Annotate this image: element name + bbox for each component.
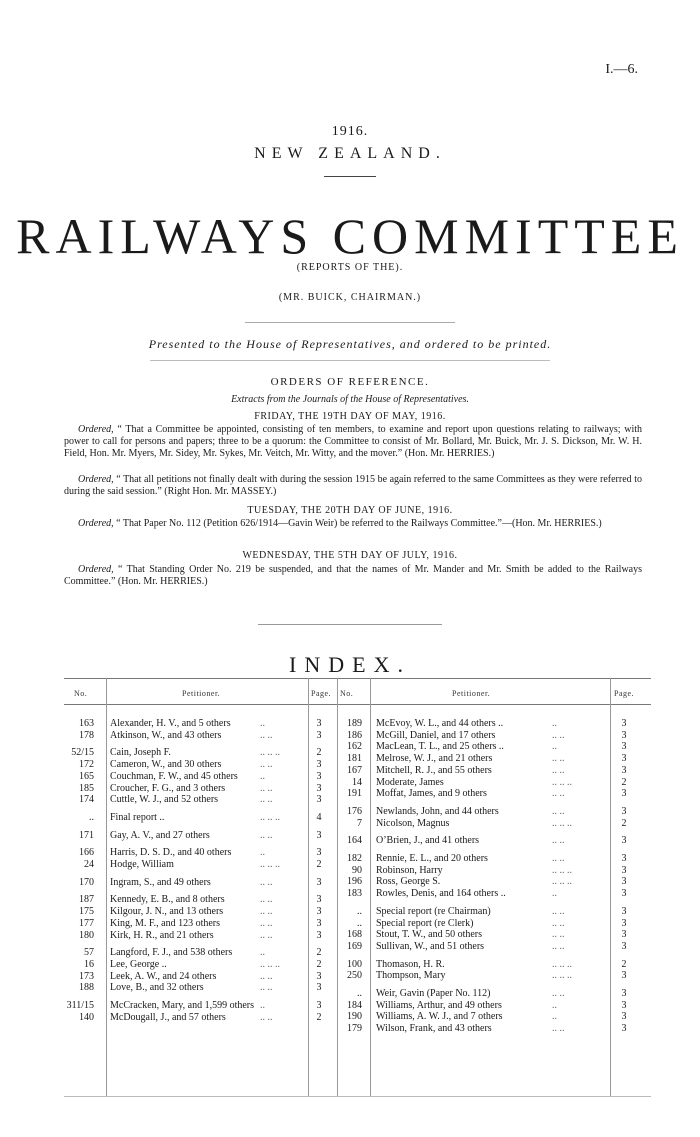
column-header-no: No. [74,689,88,698]
petitioner-name: Kilgour, J. N., and 13 others [110,906,224,918]
page-number: 3 [621,853,627,864]
petition-number: 182 [347,853,362,864]
petition-number: 173 [79,970,94,982]
petitioner-name: Melrose, W. J., and 21 others [376,753,493,765]
petitioner-name: Mitchell, R. J., and 55 others [376,764,492,776]
leader-dots: .. .. [260,1011,273,1023]
leader-dots: .. .. .. [260,811,280,823]
petitioner-name: McDougall, J., and 57 others [110,1011,226,1023]
petitioner-name: McCracken, Mary, and 1,599 others [110,1000,255,1011]
page-number: 3 [316,1000,322,1011]
leader-dots: .. .. .. [552,876,572,888]
petition-number: 16 [84,958,94,970]
petition-number: 7 [357,817,362,829]
leader-dots: .. .. [552,753,565,765]
page-number: 4 [316,811,322,823]
leader-dots: .. .. [552,729,565,741]
page-number: 3 [621,864,627,876]
petitioner-name: Cuttle, W. J., and 52 others [110,794,219,806]
leader-dots: .. .. [552,764,565,776]
page-number: 2 [316,947,322,959]
petitioner-name: Newlands, John, and 44 others [376,805,499,817]
index-title: INDEX. [289,652,411,677]
leader-dots: .. .. [552,940,565,952]
table-rule-top [64,678,651,679]
leader-dots: .. .. [552,788,565,800]
petitioner-name: Cain, Joseph F. [110,747,171,759]
page-reference: I.—6. [605,62,638,77]
leader-dots: .. .. [260,906,273,918]
petitioner-name: Nicolson, Magnus [376,817,450,829]
page-number: 3 [621,788,627,800]
column-header-page: Page. [311,689,332,698]
column-divider [610,678,611,1096]
petitioner-name: Robinson, Harry [376,864,443,876]
petition-number: 188 [79,982,94,994]
petition-number: 140 [79,1011,94,1023]
petitioner-name: Ross, George S. [376,876,441,888]
page-number: 2 [316,747,322,759]
column-divider [106,678,107,1096]
leader-dots: .. .. .. [552,970,572,982]
column-header-petitioner: Petitioner. [182,689,221,698]
petition-number: 181 [347,753,362,765]
petitioner-name: Thompson, Mary [376,970,446,982]
petition-number: 185 [79,782,94,794]
page-number: 3 [621,905,627,917]
page-number: 3 [621,876,627,888]
leader-dots: .. .. [260,729,273,741]
page-number: 3 [316,794,322,806]
leader-dots: .. .. [552,988,565,999]
page-number: 3 [621,1011,627,1023]
divider [258,624,442,625]
petitioner-name: Harris, D. S. D., and 40 others [110,847,232,859]
orders-heading: ORDERS OF REFERENCE. [270,376,430,388]
document-subtitle: (REPORTS OF THE). [296,262,404,273]
page-number: 3 [316,929,322,941]
page-number: 3 [621,917,627,929]
leader-dots: .. .. [552,929,565,941]
leader-dots: .. [260,847,265,859]
petitioner-name: Gay, A. V., and 27 others [110,829,210,841]
petitioner-name: Leek, A. W., and 24 others [110,970,217,982]
petition-number: 24 [84,859,94,870]
petition-number: .. [357,917,362,929]
petition-number: 174 [79,794,94,806]
date-line: FRIDAY, THE 19TH DAY OF MAY, 1916. [254,411,446,422]
leader-dots: .. .. [552,805,565,817]
country: NEW ZEALAND. [254,145,446,162]
page-number: 2 [621,958,627,970]
leader-dots: .. [260,718,265,729]
petitioner-name: Ingram, S., and 49 others [110,876,211,888]
petition-number: 250 [347,970,362,982]
petitioner-name: Rowles, Denis, and 164 others .. [376,888,506,900]
petitioner-name: Kirk, H. R., and 21 others [110,929,214,941]
petition-number: .. [357,905,362,917]
petitioner-name: Cameron, W., and 30 others [110,759,222,771]
leader-dots: .. .. [552,917,565,929]
column-header-petitioner: Petitioner. [452,689,491,698]
petitioner-name: Williams, A. W. J., and 7 others [376,1011,503,1023]
petitioner-name: O’Brien, J., and 41 others [376,835,480,847]
petition-number: 169 [347,940,362,952]
page-number: 2 [621,776,627,788]
petition-number: 171 [79,829,94,841]
page-number: 3 [621,718,627,729]
petition-number: 57 [84,947,94,959]
page-number: 3 [316,906,322,918]
petitioner-name: Weir, Gavin (Paper No. 112) [376,988,491,999]
petition-number: 168 [347,929,362,941]
petition-number: 90 [352,864,362,876]
petitioner-name: MacLean, T. L., and 25 others .. [376,741,504,753]
column-header-no: No. [340,689,354,698]
petition-number: 184 [347,999,362,1011]
petition-number: 164 [347,835,362,847]
petition-number: 172 [79,759,94,771]
short-rule [324,176,376,177]
page-number: 3 [621,835,627,847]
petitioner-name: McGill, Daniel, and 17 others [376,729,496,741]
order-paragraph: Ordered, “ That Standing Order No. 219 be suspended, and that the names of Mr. Mander and Mr. Smith be added to the Railways Committee.” (Hon. Mr. HERRIES.) [64,564,643,587]
table-rule-head [64,704,651,705]
leader-dots: .. .. [260,929,273,941]
leader-dots: .. .. .. [552,958,572,970]
petition-number: 170 [79,876,94,888]
leader-dots: .. [260,770,265,782]
column-header-page: Page. [614,689,635,698]
page-number: 3 [621,805,627,817]
petitioner-name: Williams, Arthur, and 49 others [376,999,502,1011]
page-number: 3 [621,753,627,765]
leader-dots: .. .. [552,835,565,847]
page-number: 2 [621,817,627,829]
date-line: TUESDAY, THE 20TH DAY OF JUNE, 1916. [247,505,453,516]
leader-dots: .. [552,999,557,1011]
petition-number: 177 [79,917,94,929]
leader-dots: .. .. [552,853,565,864]
petitioner-name: Alexander, H. V., and 5 others [110,718,231,729]
petition-number: 166 [79,847,94,859]
petition-number: 175 [79,906,94,918]
petition-number: 187 [79,894,94,906]
order-paragraph: Ordered, “ That a Committee be appointed, consisting of ten members, to examine and report upon questions relating to railways; with power to call for persons and papers; three to be a quorum: the Committee to consist of Mr. Bollard, Mr. Buick, Mr. J. S. Dickson, Mr. W. H. Field, Hon. Mr. Myers, Mr. Sidey, Mr. Sykes, Mr. Veitch, Mr. Witty, and the mover.” (Hon. Mr. HERRIES.) [64,424,643,459]
petition-number: 52/15 [71,747,94,759]
leader-dots: .. .. [260,782,273,794]
leader-dots: .. .. [260,794,273,806]
page-number: 3 [621,729,627,741]
petitioner-name: Love, B., and 32 others [110,982,204,994]
page-number: 3 [621,970,627,982]
petition-number: 176 [347,805,362,817]
page-number: 2 [316,958,322,970]
petitioner-name: Special report (re Clerk) [376,917,474,929]
petition-number: 311/15 [66,1000,94,1011]
petition-number: 162 [347,741,362,753]
page-number: 3 [316,782,322,794]
leader-dots: .. .. .. [260,747,280,759]
page-number: 3 [316,982,322,994]
page-number: 2 [316,859,322,870]
petition-number: 14 [352,776,362,788]
divider [150,360,550,361]
presented-line: Presented to the House of Representatives, and ordered to be printed. [148,337,552,351]
leader-dots: .. .. .. [260,859,280,870]
leader-dots: .. .. .. [260,958,280,970]
page-number: 3 [316,770,322,782]
page-number: 3 [316,829,322,841]
petitioner-name: Moderate, James [376,776,444,788]
page-number: 3 [316,917,322,929]
petition-number: 163 [79,718,94,729]
leader-dots: .. [552,1011,557,1023]
petition-number: 165 [79,770,94,782]
page-number: 3 [621,940,627,952]
extracts-line: Extracts from the Journals of the House of Representatives. [231,394,469,405]
petition-number: 186 [347,729,362,741]
date-line: WEDNESDAY, THE 5TH DAY OF JULY, 1916. [242,550,458,561]
leader-dots: .. .. .. [552,776,572,788]
leader-dots: .. .. [260,982,273,994]
document-title: RAILWAYS COMMITTEE [16,208,684,264]
leader-dots: .. .. [260,894,273,906]
leader-dots: .. .. [552,1023,565,1035]
petitioner-name: Wilson, Frank, and 43 others [376,1023,492,1035]
page-number: 3 [316,876,322,888]
page-number: 3 [621,988,627,999]
leader-dots: .. [260,1000,265,1011]
leader-dots: .. .. [260,970,273,982]
petitioner-name: Lee, George .. [110,958,167,970]
order-paragraph: Ordered, “ That all petitions not finally dealt with during the session 1915 be again referred to the same Committees as they were referred to during the said session.” (Right Hon. Mr. MASSEY.) [64,474,643,497]
petitioner-name: Hodge, William [110,859,174,870]
leader-dots: .. .. [552,905,565,917]
petition-number: .. [89,811,94,823]
petitioner-name: Kennedy, E. B., and 8 others [110,894,225,906]
page-number: 3 [621,1023,627,1035]
page-number: 3 [316,759,322,771]
page-number: 3 [316,718,322,729]
petitioner-name: Couchman, F. W., and 45 others [110,770,238,782]
page-number: 3 [621,888,627,900]
petitioner-name: Rennie, E. L., and 20 others [376,853,488,864]
table-rule-bottom [64,1096,651,1097]
petition-number: 179 [347,1023,362,1035]
column-divider [370,678,371,1096]
petition-number: 183 [347,888,362,900]
leader-dots: .. .. .. [552,817,572,829]
petition-number: 190 [347,1011,362,1023]
petition-number: 196 [347,876,362,888]
page-number: 3 [316,847,322,859]
leader-dots: .. .. [260,829,273,841]
leader-dots: .. [552,718,557,729]
page-number: 3 [621,929,627,941]
page-number: 3 [316,894,322,906]
order-paragraph: Ordered, “ That Paper No. 112 (Petition 626/1914—Gavin Weir) be referred to the Railways Committee.”—(Hon. Mr. HERRIES.) [78,518,602,529]
petition-number: 180 [79,929,94,941]
petitioner-name: King, M. F., and 123 others [110,917,221,929]
leader-dots: .. [260,947,265,959]
petitioner-name: Croucher, F. G., and 3 others [110,782,226,794]
page-number: 3 [621,999,627,1011]
leader-dots: .. .. [260,759,273,771]
petition-number: 189 [347,718,362,729]
page-number: 2 [316,1011,322,1023]
petition-number: .. [357,988,362,999]
petition-number: 100 [347,958,362,970]
leader-dots: .. .. .. [552,864,572,876]
leader-dots: .. [552,888,557,900]
petitioner-name: McEvoy, W. L., and 44 others .. [376,718,504,729]
chairman-line: (MR. BUICK, CHAIRMAN.) [278,292,422,303]
petitioner-name: Thomason, H. R. [376,958,445,970]
page-number: 3 [621,764,627,776]
petitioner-name: Stout, T. W., and 50 others [376,929,483,941]
petitioner-name: Final report .. [110,811,165,823]
petitioner-name: Special report (re Chairman) [376,905,491,917]
divider [245,322,455,323]
page-number: 3 [316,729,322,741]
petition-number: 167 [347,764,362,776]
petitioner-name: Sullivan, W., and 51 others [376,940,485,952]
page-number: 3 [316,970,322,982]
petition-number: 178 [79,729,94,741]
petitioner-name: Langford, F. J., and 538 others [110,947,233,959]
petitioner-name: Moffat, James, and 9 others [376,788,487,800]
year: 1916. [331,124,369,139]
petition-number: 191 [347,788,362,800]
leader-dots: .. .. [260,917,273,929]
leader-dots: .. .. [260,876,273,888]
petitioner-name: Atkinson, W., and 43 others [110,729,222,741]
page-number: 3 [621,741,627,753]
leader-dots: .. [552,741,557,753]
